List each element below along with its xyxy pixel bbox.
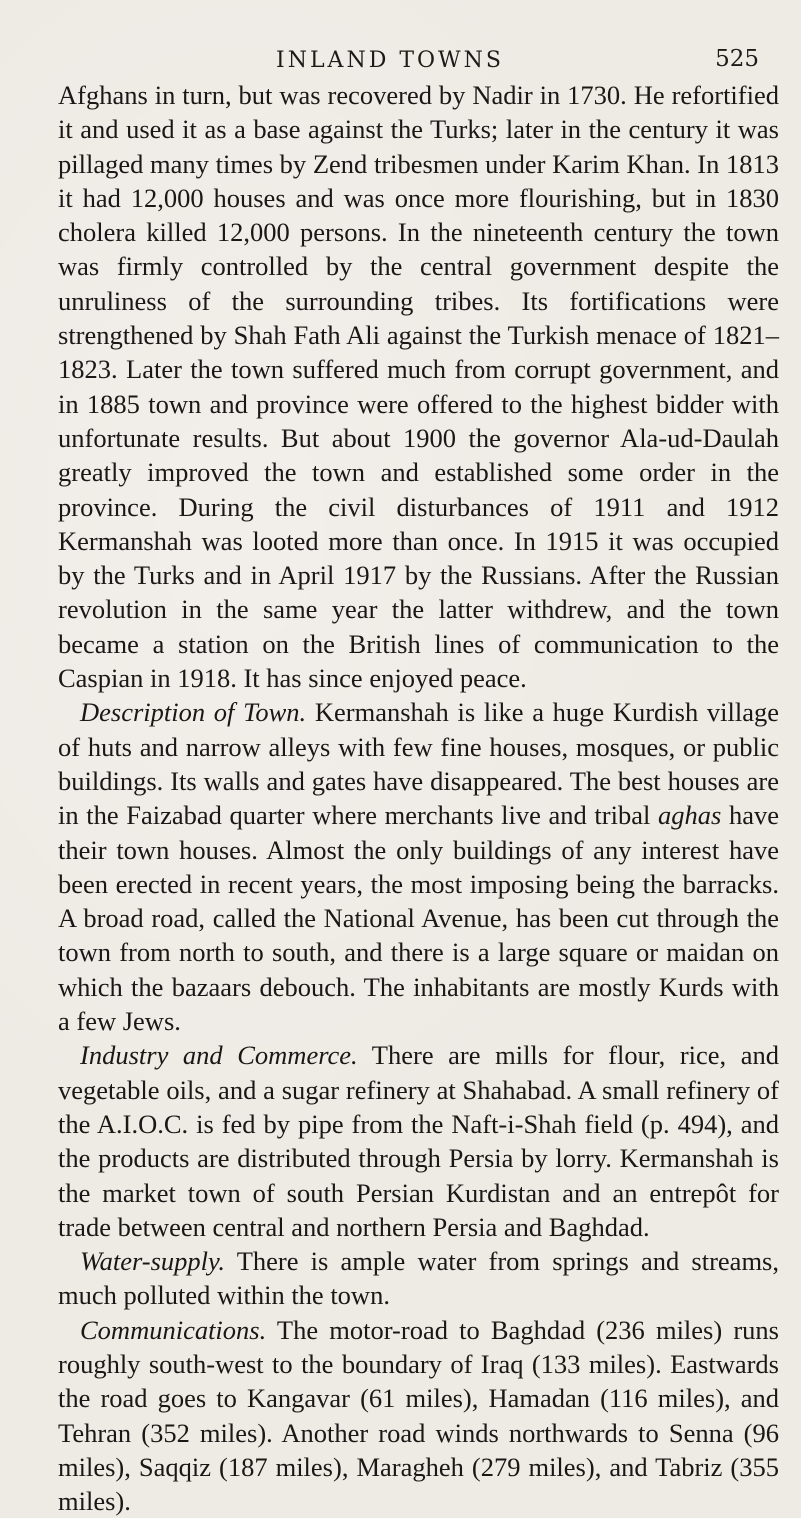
industry-text: There are mills for flour, rice, and vegetable oils, and a sugar refinery at Shahabad. A small refinery of the A.I.O.C. is fed by pipe from the Naft-i-Shah field (p. 494), and the products are distributed through Persia by lorry. Kermanshah is the market town of south Persian Kurdistan and an entrepôt for trade between central and northern Persia and Baghdad. [58,1040,780,1242]
water-supply-text: There is ample water from springs and streams, much polluted within the town. [58,1246,779,1311]
section-heading-description: Description of Town. [80,697,307,728]
section-heading-communications: Communications. [80,1314,267,1345]
paragraph-communications [58,1313,779,1518]
paragraph-description [58,695,779,1038]
section-heading-industry: Industry and Commerce. [80,1040,358,1071]
description-text-part-1: Kermanshah is like a huge Kurdish village of huts and narrow alleys with few fine houses, mosques, or public buildings. Its walls and gates have disappeared. The best houses are in the Faizabad quarter where merchants live and tribal [58,697,779,831]
description-text-part-2: have their town houses. Almost the only buildings of any interest have been erected in recent years, the most imposing being the barracks. A broad road, called the National Avenue, has been cut through the town from north to south, and there is a large square or maidan on which the bazaars debouch. The inhabitants are mostly Kurds with a few Jews. [58,800,779,1037]
page-header [58,0,779,78]
paragraph-history: Afghans in turn, but was recovered by Nadir in 1730. He refortified it and used it as a base against the Turks; later in the century it was pillaged many times by Zend tribesmen under Karim Khan. In 1813 it had 12,000 houses and was once more flourishing, but in 1830 cholera killed 12,000 persons. In the nineteenth century the town was firmly controlled by the central government despite the unruliness of the surrounding tribes. Its fortifications were strengthened by Shah Fath Ali against the Turkish menace of 1821–1823. Later the town suffered much from corrupt government, and in 1885 town and province were offered to the highest bidder with unfortunate results. But about 1900 the governor Ala-ud-Daulah greatly improved the town and established some order in the province. During the civil disturbances of 1911 and 1912 Kermanshah was looted more than once. In 1915 it was occupied by the Turks and in April 1917 by the Russians. After the Russian revolution in the same year the latter withdrew, and the town became a station on the British lines of communication to the Caspian in 1918. It has since enjoyed peace. [58,80,779,694]
running-head: INLAND TOWNS [276,48,504,73]
section-heading-water-supply: Water-supply. [80,1246,225,1277]
paragraph-industry [58,1038,779,1244]
communications-text: The motor-road to Baghdad (236 miles) runs roughly south-west to the boundary of Iraq (133 miles). Eastwards the road goes to Kangavar (61 miles), Hamadan (116 miles), and Tehran (352 miles). Another road winds northwards to Senna (96 miles), Saqqiz (187 miles), Maragheh (279 miles), and Tabriz (355 miles). [58,1314,779,1517]
italic-term-aghas: aghas [658,800,722,831]
paragraph-water-supply [58,1244,779,1313]
body-text [58,78,779,1518]
page-number: 525 [715,46,759,72]
